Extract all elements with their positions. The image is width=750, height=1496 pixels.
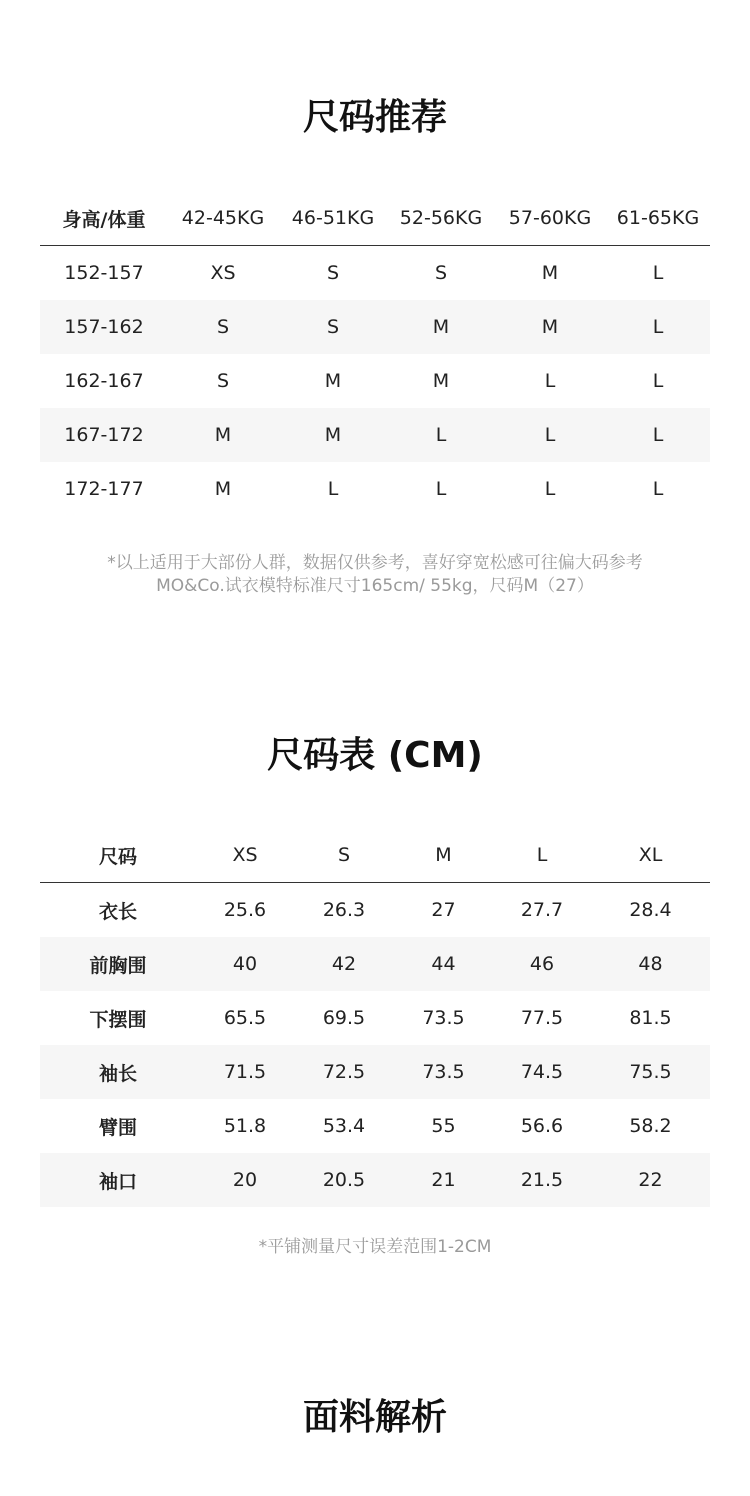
table-cell: L [435,478,447,500]
table-cell: 20.5 [294,1153,394,1207]
table-cell: L [652,262,664,284]
table-cell: 46 [493,937,591,991]
header-cell: L [493,828,591,883]
table-cell: M [388,300,494,354]
table-header-row [40,828,710,883]
table-cell: S [216,370,230,392]
table-row [40,937,710,991]
table-cell: 74.5 [493,1045,591,1099]
header-cell: 身高/体重 [40,191,168,246]
table-cell: L [388,408,494,462]
table-row [40,246,710,301]
table-cell: 73.5 [394,1045,493,1099]
table-row [40,1045,710,1099]
table-cell: 152-157 [64,262,144,284]
fabric-title: 面料解析 [302,1397,447,1438]
table-cell: 75.5 [591,1045,710,1099]
header-cell: XL [591,828,710,883]
header-cell: S [294,828,394,883]
table-cell: 48 [591,937,710,991]
header-cell: 61-65KG [606,191,710,246]
table-cell: S [434,262,448,284]
table-cell: 56.6 [520,1115,564,1137]
header-cell: 57-60KG [494,191,606,246]
table-cell: 40 [196,937,294,991]
size-chart-table [40,828,710,1207]
table-cell: 167-172 [40,408,168,462]
table-cell: 77.5 [520,1007,564,1029]
size-recommend-table [40,191,710,516]
table-cell: 衣长 [98,900,137,923]
table-row [40,1099,710,1153]
header-cell: M [394,828,493,883]
table-cell: 72.5 [294,1045,394,1099]
table-row [40,883,710,938]
table-cell: L [544,478,556,500]
table-cell: 53.4 [322,1115,366,1137]
table-cell: 21.5 [493,1153,591,1207]
table-row [40,300,710,354]
table-header-row [40,191,710,246]
table-cell: 20 [196,1153,294,1207]
table-cell: M [278,408,388,462]
table-cell: 28.4 [629,899,672,921]
table-cell: M [494,300,606,354]
table-cell: 21 [394,1153,493,1207]
table-cell: L [606,408,710,462]
table-cell: 157-162 [40,300,168,354]
recommend-note-line1: *以上适用于大部份人群，数据仅供参考，喜好穿宽松感可往偏大码参考 [107,553,643,573]
table-cell: 73.5 [422,1007,465,1029]
table-cell: 22 [591,1153,710,1207]
table-cell: 25.6 [223,899,267,921]
size-chart-title: 尺码表 (CM) [267,735,483,776]
table-cell: S [326,262,340,284]
table-cell: M [432,370,450,392]
table-row [40,991,710,1045]
table-cell: M [214,478,232,500]
table-cell: 27.7 [520,899,564,921]
header-cell: XS [196,828,294,883]
table-cell: L [652,478,664,500]
table-cell: S [168,300,278,354]
table-cell: L [544,370,556,392]
table-cell: 162-167 [64,370,144,392]
table-cell: 27 [431,899,456,921]
table-cell: 71.5 [196,1045,294,1099]
table-cell: 44 [394,937,493,991]
table-cell: L [327,478,339,500]
table-cell: L [606,300,710,354]
table-cell: M [541,262,559,284]
table-cell: 65.5 [223,1007,267,1029]
table-cell: 前胸围 [40,937,196,991]
table-cell: 55 [431,1115,456,1137]
table-cell: 51.8 [223,1115,267,1137]
header-cell: 52-56KG [388,191,494,246]
table-row [40,354,710,408]
table-row [40,1153,710,1207]
recommend-note-line2: MO&Co.试衣模特标准尺寸165cm/ 55kg，尺码M（27） [156,576,594,596]
table-cell: 42 [294,937,394,991]
header-cell: 46-51KG [278,191,388,246]
table-cell: XS [210,262,236,284]
table-cell: 69.5 [322,1007,366,1029]
header-cell: 42-45KG [168,191,278,246]
table-cell: L [652,370,664,392]
table-row [40,462,710,516]
table-cell: 81.5 [629,1007,672,1029]
table-cell: 26.3 [322,899,366,921]
table-cell: L [494,408,606,462]
table-cell: 袖口 [40,1153,196,1207]
table-cell: M [324,370,342,392]
table-cell: 58.2 [629,1115,672,1137]
table-row [40,408,710,462]
table-cell: S [278,300,388,354]
table-cell: M [168,408,278,462]
table-cell: 臂围 [98,1116,137,1139]
header-cell: 尺码 [40,828,196,883]
size-chart-note: *平铺测量尺寸误差范围1-2CM [258,1237,492,1257]
table-cell: 袖长 [40,1045,196,1099]
size-recommend-title: 尺码推荐 [302,97,447,138]
table-cell: 172-177 [64,478,144,500]
table-cell: 下摆围 [89,1008,147,1031]
